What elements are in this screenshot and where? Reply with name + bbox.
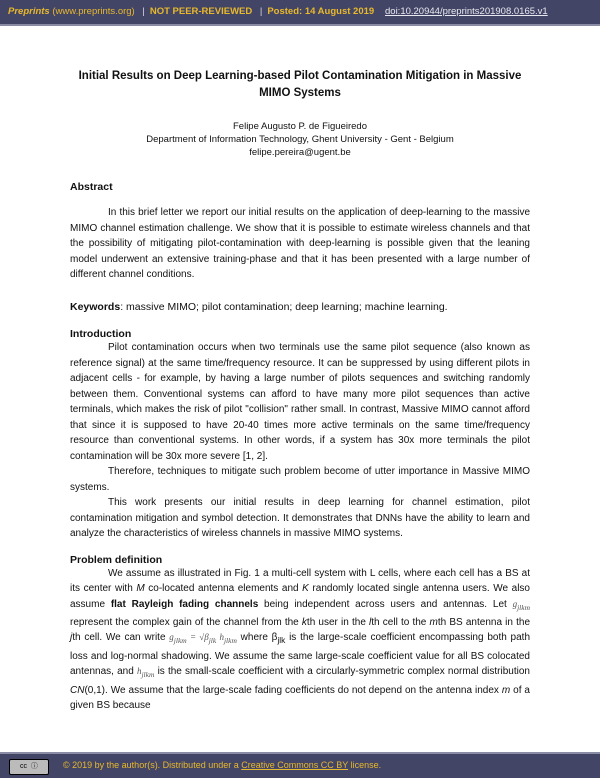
intro-paragraph: Pilot contamination occurs when two terminals use the same pilot sequence (also known as reference signal) at the same time/frequency resource. It can be suppressed by using different pilots in adjacent cells - for example, by having a large number of pilots sequences and switching randomly between them. Conventional systems can afford to have many more pilot sequences than active terminals, which makes the risk of pilot "collision" rather small. In contrast, Massive MIMO cannot afford that since it is supposed to have 20-40 times more active terminals on the same time/frequency resource than conventional systems. In other words, if a system has 30x more terminals the pilot contamination will be 30x more severe [1, 2].	[70, 342, 530, 462]
affiliation: Department of Information Technology, Ghent University - Gent - Belgium	[146, 134, 454, 145]
channel-equation: $g_{jlkm} = √\beta_{jlk}$ $h_{jlkm}$	[169, 632, 237, 646]
doi-link[interactable]: doi:10.20944/preprints201908.0165.v1	[385, 6, 548, 17]
problem-paragraph: We assume as illustrated in Fig. 1 a multi-cell system with L cells, where each cell has a BS at its center with M co-located antenna elements and K randomly located single antenna users. We also assume flat Rayleigh fading channels being independent across users and antennas. Let $g_{jlkm}$ represent the complex gain of the channel from the kth user in the lth cell to the mth BS antenna in the jth cell. We can write $g_{jlkm} = √\beta_{jlk}$ $h_{jlkm}$ where $\beta_{jlk}$ is the large-scale coefficient encompassing both path loss and log-normal shadowing. We assume the same large-scale coefficient value for all BS colocated antennas, and $h_{jlkm}$ is the small-scale coefficient with a circularly-symmetric complex normal distribution CN(0,1). We assume that the large-scale fading coefficients do not depend on the antenna index m of a given BS because	[70, 567, 531, 712]
problem-heading: Problem definition	[70, 553, 163, 566]
keywords	[70, 300, 530, 316]
abstract-heading: Abstract	[70, 181, 113, 193]
posted-date: Posted: 14 August 2019	[267, 6, 375, 17]
license-footer: cc ⓘ © 2019 by the author(s). Distributed under a Creative Commons CC BY license.	[0, 752, 600, 778]
paper-title: Initial Results on Deep Learning-based Pilot Contamination Mitigation in Massive MIMO Systems	[78, 70, 522, 99]
preprint-header: Preprints (www.preprints.org) | NOT PEER-REVIEWED | Posted: 14 August 2019 doi:10.20944/preprints201908.0165.v1	[0, 0, 600, 26]
site-name[interactable]: Preprints	[8, 6, 50, 17]
intro-paragraph: Therefore, techniques to mitigate such problem become of utter importance in Massive MIMO systems.	[70, 466, 530, 493]
cc-by-icon[interactable]: cc ⓘ	[9, 759, 49, 775]
site-url[interactable]: (www.preprints.org)	[52, 6, 135, 17]
intro-paragraph: This work presents our initial results in deep learning for channel estimation, pilot contamination mitigation and symbol detection. It demonstrates that DNNs have the ability to learn and analyze the characteristics of wireless channels in massive MIMO systems.	[70, 497, 530, 539]
abstract-text: In this brief letter we report our initial results on the application of deep-learning to the massive MIMO channel estimation challenge. We show that it is possible to estimate wireless channels and that the possibility of mitigating pilot-contamination with deep-learning is possible given that the leaning model underwent an extensive training-phase and that it has been presented with a large number of different channel conditions.	[70, 207, 530, 280]
author: Felipe Augusto P. de Figueiredo	[233, 121, 367, 132]
keywords-text: : massive MIMO; pilot contamination; deep learning; machine learning.	[120, 300, 448, 313]
email[interactable]: felipe.pereira@ugent.be	[249, 147, 351, 158]
license-link[interactable]: Creative Commons CC BY	[241, 760, 349, 770]
keywords-label: Keywords	[70, 300, 121, 313]
copyright: © 2019 by the author(s). Distributed under a	[63, 760, 242, 770]
paper-body	[70, 68, 530, 714]
review-status: NOT PEER-REVIEWED	[149, 6, 253, 17]
introduction-heading: Introduction	[70, 328, 132, 340]
